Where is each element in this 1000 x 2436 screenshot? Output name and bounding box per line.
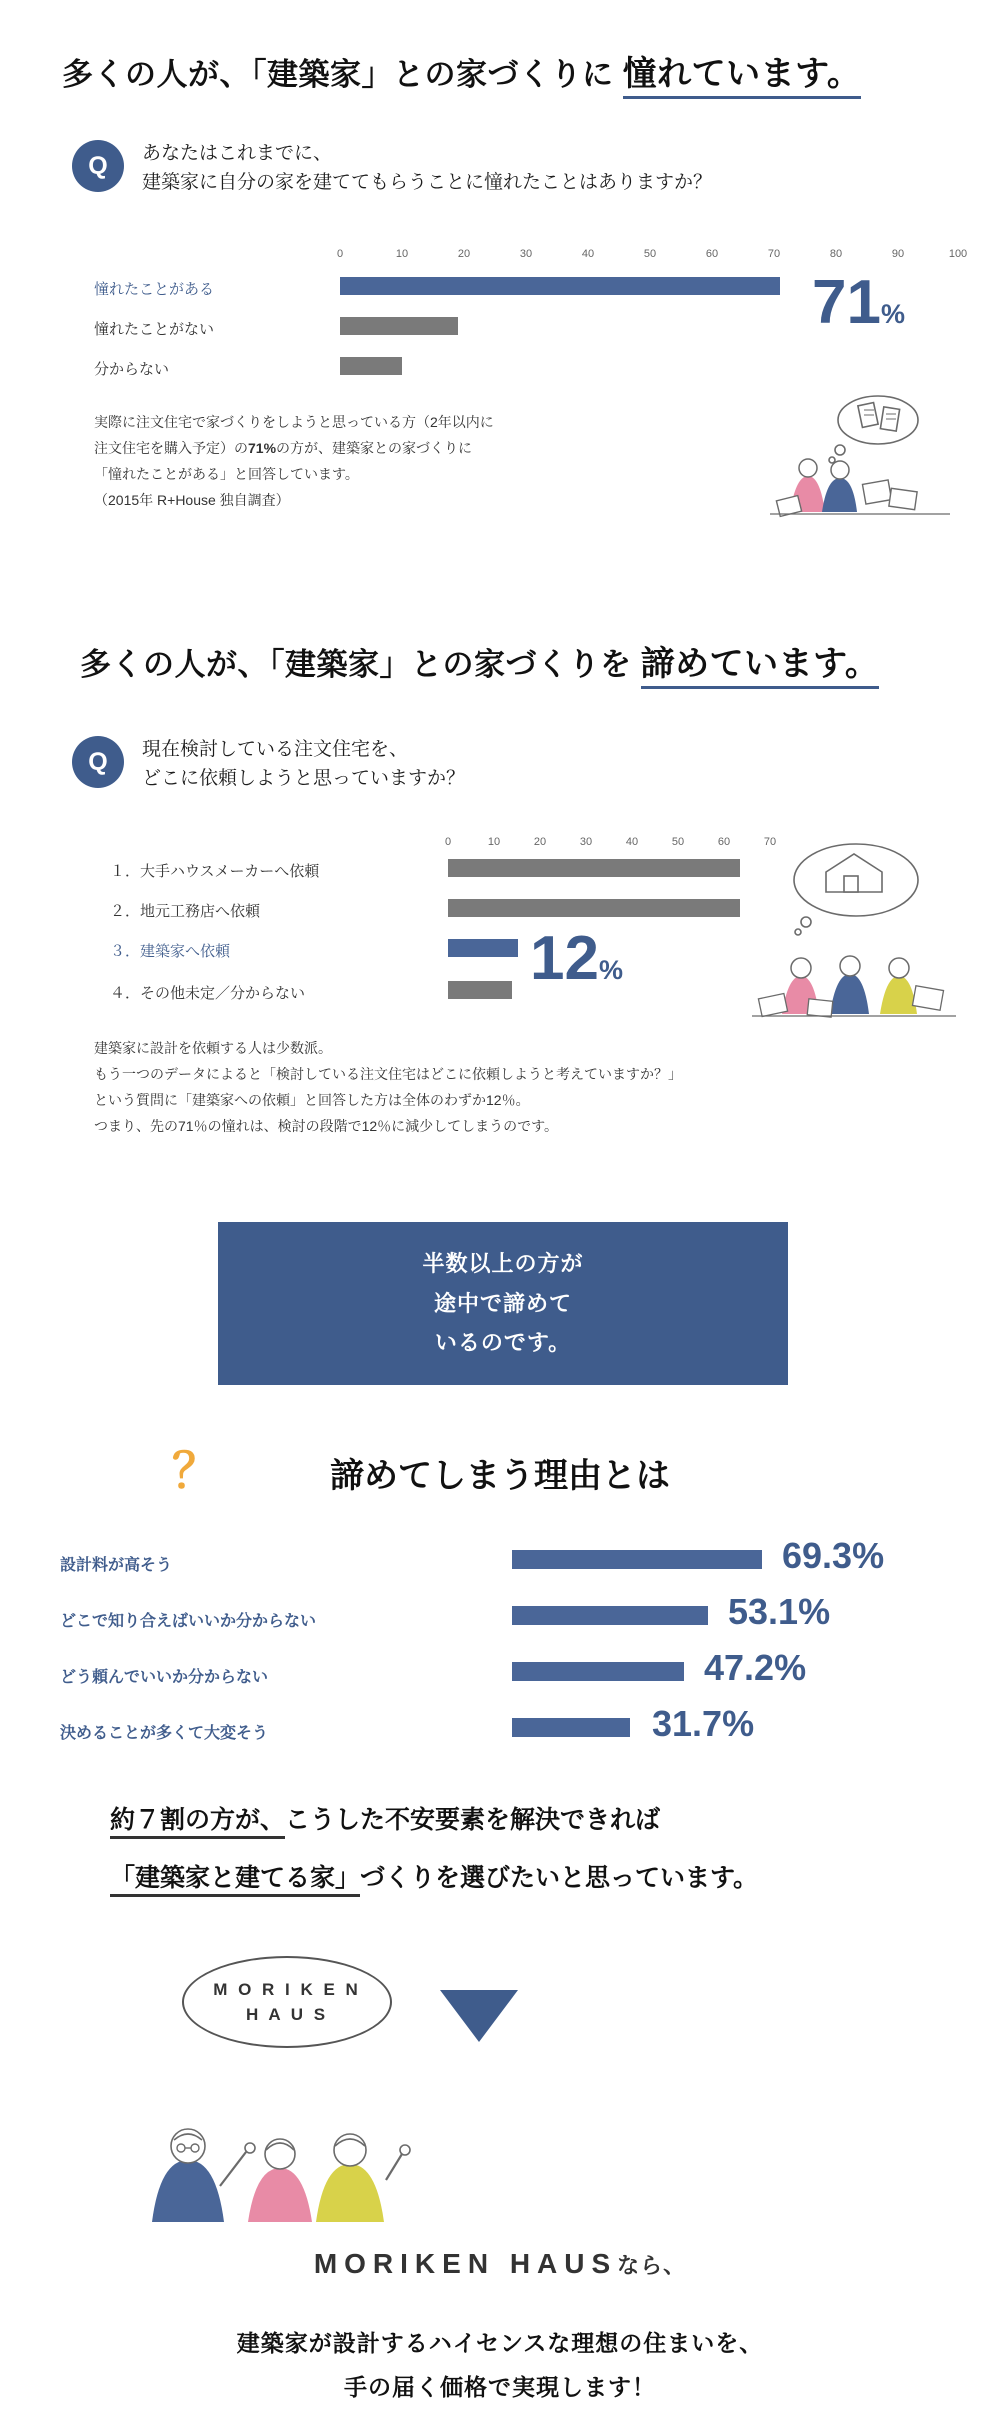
bottom-line-1: [110, 1800, 660, 1836]
bottom-line-2-underline: 「建築家と建てる家」: [110, 1864, 360, 1897]
chart3-label-1-wrap: [60, 1608, 316, 1631]
section2-note-line3: という質問に「建築家への依頼」と回答した方は全体のわずか12％。: [94, 1091, 530, 1108]
chart1-highlight-number: 71: [812, 268, 881, 337]
section2-note-line4: つまり、先の71％の憧れは、検討の段階で12％に減少してしまうのです。: [94, 1117, 559, 1134]
section2-headline-prefix: 多くの人が、「建築家」との家づくりを: [80, 647, 641, 682]
question-mark-icon: ？: [172, 1445, 221, 1498]
chart2-label-1: ２．地元工務店へ依頼: [110, 903, 261, 920]
illustration-dreaming-couple: [760, 390, 960, 520]
chart3-bar-2: [512, 1662, 684, 1681]
bottom-line-1-underline: 約７割の方が、: [110, 1806, 285, 1839]
section2-question-line1: 現在検討している注文住宅を、: [142, 739, 409, 760]
bubble-line-1: M O R I K E N: [213, 1979, 361, 1999]
section1-headline-prefix: 多くの人が、「建築家」との家づくりに: [62, 57, 623, 92]
reasons-title-text: 諦めてしまう理由とは: [330, 1457, 670, 1495]
chart1-highlight-unit: %: [880, 299, 905, 329]
chart3-label-2: どう頼んでいいか分からない: [60, 1669, 269, 1686]
closing-message: [0, 2322, 1000, 2409]
chart3-bar-1: [512, 1606, 708, 1625]
summary-box-line1: 半数以上の方が: [422, 1251, 584, 1276]
illustration-family-house: [748, 838, 960, 1028]
chart2-row-0: [110, 860, 319, 881]
chart1-label-2: 分からない: [94, 361, 170, 378]
chart2-row-1: [110, 900, 260, 921]
chart2-highlight-unit: %: [598, 955, 623, 985]
section2-question: [72, 736, 952, 793]
chart1-row-1: [94, 318, 214, 339]
section1-note-line1: 実際に注文住宅で家づくりをしようと思っている方（2年以内に: [94, 414, 494, 430]
section2-headline-emphasis: 諦めています。: [641, 645, 880, 689]
chart1-label-1: 憧れたことがない: [94, 321, 215, 338]
chart1-label-0: 憧れたことがある: [94, 281, 215, 298]
section1-note: [94, 410, 494, 514]
chart2-row-2: [110, 940, 230, 961]
chart1-highlight-value: [812, 268, 905, 337]
bottom-line-1-rest: こうした不安要素を解決できれば: [285, 1806, 661, 1834]
section2-question-text: [142, 736, 465, 793]
section2-headline: [80, 636, 879, 685]
section1-question-line2: 建築家に自分の家を建ててもらうことに憧れたことはありますか？: [142, 171, 713, 193]
brand-speech-bubble: [182, 1956, 392, 2048]
chart2-bar-2: [448, 939, 518, 957]
closing-line-2: 手の届く価格で実現します！: [344, 2373, 656, 2400]
down-arrow-icon: [440, 1990, 518, 2042]
reasons-title-wrap: [0, 1445, 1000, 1498]
chart1-row-2: [94, 358, 169, 379]
section2-note: [94, 1036, 682, 1140]
brand-suffix: なら、: [617, 2253, 687, 2278]
chart1-row-0: [94, 278, 214, 299]
chart3-label-0-wrap: [60, 1552, 172, 1575]
section1-question-text: [142, 140, 712, 197]
section2-question-line2: どこに依頼しようと思っていますか？: [142, 767, 466, 789]
chart2-highlight-value: [530, 924, 623, 993]
section2-note-line2: もう一つのデータによると「検討している注文住宅はどこに依頼しようと考えていますか？」: [94, 1065, 682, 1082]
section1-headline-emphasis: 憧れています。: [623, 55, 862, 99]
bubble-line-2: H A U S: [245, 2005, 329, 2024]
question-badge: Q: [72, 140, 124, 192]
section1-note-line2: 注文住宅を購入予定）の71%の方が、建築家との家づくりに: [94, 439, 473, 456]
section2-axis: 0 10 20 30 40 50 60 70: [444, 836, 777, 848]
closing-line-1: 建築家が設計するハイセンスな理想の住まいを、: [236, 2330, 764, 2356]
chart2-label-3: ４．その他未定／分からない: [110, 985, 306, 1002]
chart3-label-1: どこで知り合えばいいか分からない: [60, 1613, 317, 1630]
section1-question: [72, 140, 952, 197]
chart3-value-2: 47.2%: [704, 1647, 807, 1688]
bottom-line-2: [110, 1858, 758, 1894]
summary-box-line2: 途中で諦めて: [433, 1290, 572, 1316]
chart1-bar-0: [340, 277, 780, 295]
section1-headline: [62, 46, 861, 95]
brand-name: [0, 2248, 1000, 2280]
chart3-value-3: 31.7%: [652, 1703, 755, 1744]
illustration-staff-and-couple: [130, 2040, 430, 2230]
brand-text: MORIKEN HAUS: [313, 2248, 618, 2279]
chart1-bar-2: [340, 357, 402, 375]
section1-note-line3: 「憧れたことがある」と回答しています。: [94, 465, 359, 482]
section2-note-line1: 建築家に設計を依頼する人は少数派。: [94, 1040, 332, 1056]
section1-question-line1: あなたはこれまでに、: [142, 143, 333, 164]
chart3-label-3: 決めることが多くて大変そう: [60, 1725, 269, 1742]
question-badge: Q: [72, 736, 124, 788]
chart2-row-3: [110, 982, 305, 1003]
chart2-label-2: ３．建築家へ依頼: [110, 943, 231, 960]
reasons-title: [0, 1445, 1000, 1498]
chart3-label-3-wrap: [60, 1720, 268, 1743]
chart2-bar-0: [448, 859, 740, 877]
chart1-bar-1: [340, 317, 458, 335]
bottom-line-2-rest: づくりを選びたいと思っています。: [360, 1864, 759, 1892]
chart3-bar-3: [512, 1718, 630, 1737]
chart2-label-0: １．大手ハウスメーカーへ依頼: [110, 863, 320, 880]
chart3-label-0: 設計料が高そう: [60, 1557, 173, 1574]
chart3-bar-0: [512, 1550, 762, 1569]
chart3-value-1: 53.1%: [728, 1591, 831, 1632]
section1-note-line4: （2015年 R+House 独自調査）: [94, 491, 290, 508]
summary-box-line3: いるのです。: [434, 1330, 572, 1356]
chart3-label-2-wrap: [60, 1664, 268, 1687]
chart2-bar-3: [448, 981, 512, 999]
chart2-bar-1: [448, 899, 740, 917]
section1-axis: 0 10 20 30 40 50 60 70 80 90 100: [336, 248, 968, 260]
chart3-value-0: 69.3%: [782, 1535, 885, 1576]
summary-box: [218, 1222, 788, 1385]
chart2-highlight-number: 12: [530, 924, 599, 993]
